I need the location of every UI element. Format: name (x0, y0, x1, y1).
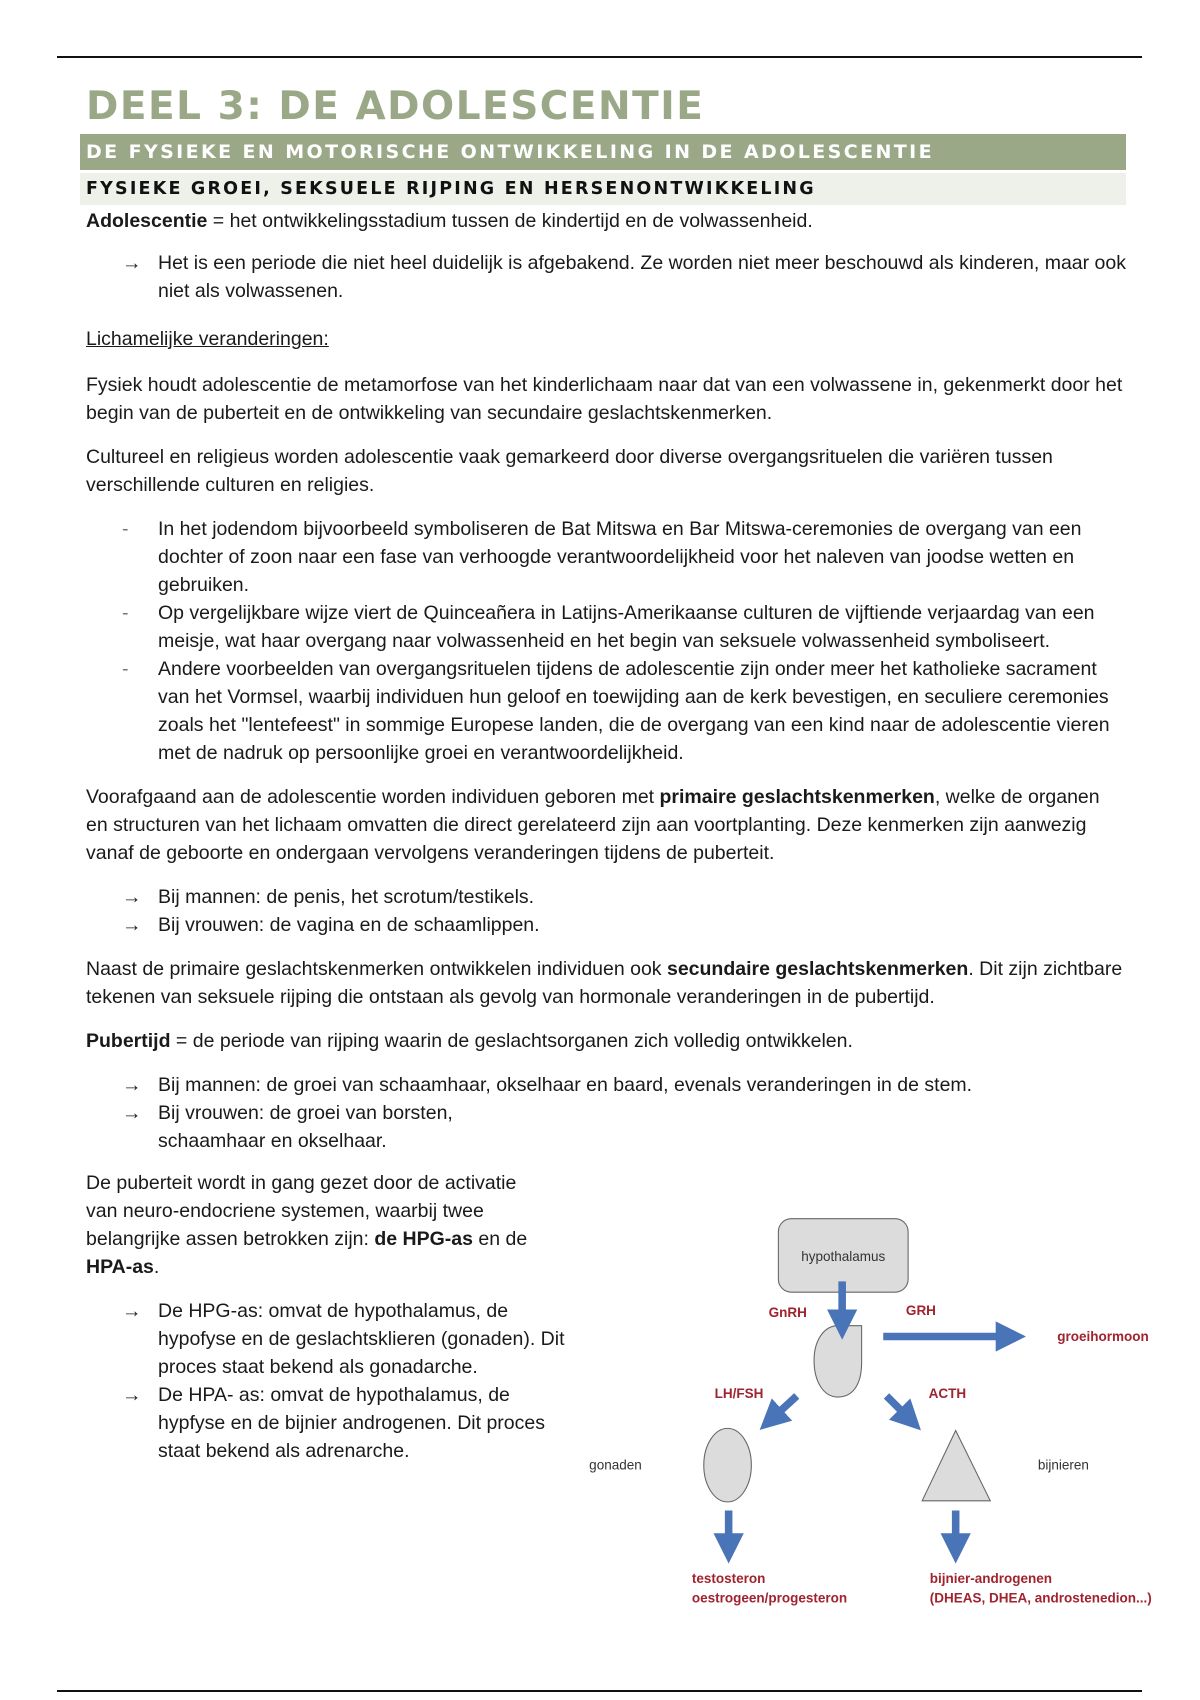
arrow-icon: → (122, 914, 142, 936)
arrow-icon: → (122, 252, 142, 274)
heading-lichamelijke: Lichamelijke veranderingen: (86, 328, 329, 350)
item-text: Andere voorbeelden van overgangsrituelen tijdens de adolescentie zijn onder meer het katholieke sacrament van het Vormsel, waarbij individuen hun geloof en toewijding aan de kerk bevestigen, en seculiere ceremonies zoals het "lentefeest" in sommige Europese landen, die de overgang van een kind naar de adolescentie vieren met de nadruk op persoonlijke groei en verantwoordelijkheid. (158, 658, 1110, 764)
arrow-icon: → (122, 1102, 142, 1124)
bullet: - (122, 602, 129, 624)
bijnier-androgenen-label: bijnier-androgenen (929, 1570, 1052, 1586)
list-item: → Bij vrouwen: de vagina en de schaamlippen. (86, 911, 1126, 939)
acth-label: ACTH (928, 1386, 967, 1402)
bijnieren-label: bijnieren (1037, 1457, 1089, 1473)
oestrogeen-label: oestrogeen/progesteron (691, 1590, 848, 1606)
paragraph: Fysiek houdt adolescentie de metamorfose van het kinderlichaam naar dat van een volwassene in, gekenmerkt door het begin van de puberteit en de ontwikkeling van secundaire geslachtskenmerken. (86, 374, 1123, 424)
gonaden-label: gonaden (589, 1457, 642, 1473)
gonaden-shape (704, 1428, 752, 1502)
arrow-icon: → (122, 1300, 142, 1322)
item-text: In het jodendom bijvoorbeeld symboliseren de Bat Mitswa en Bar Mitswa-ceremonies de overgang van een dochter of zoon naar een fase van verhoogde verantwoordelijkheid voor het naleven van joodse wetten en gebruiken. (158, 518, 1082, 596)
section-heading: DE FYSIEKE EN MOTORISCHE ONTWIKKELING IN DE ADOLESCENTIE (80, 134, 1126, 170)
item-text: Op vergelijkbare wijze viert de Quinceañera in Latijns-Amerikaanse culturen de vijftiende verjaardag van een meisje, wat haar overgang naar volwassenheid en het begin van seksuele volwassenheid symboliseert. (158, 602, 1095, 652)
lhfsh-arrow (771, 1396, 797, 1420)
arrow-icon: → (122, 1074, 142, 1096)
note-text: Het is een periode die niet heel duidelijk is afgebakend. Ze worden niet meer beschouwd als kinderen, maar ook niet als volwassenen. (158, 252, 1126, 302)
bullet: - (122, 518, 129, 540)
testosteron-label: testosteron (691, 1570, 766, 1586)
bullet: - (122, 658, 129, 680)
definition-pubertijd: Pubertijd = de periode van rijping waarin de geslachtsorganen zich volledig ontwikkelen. (86, 1030, 853, 1052)
list-item: → De HPA- as: omvat de hypothalamus, de hypfyse en de bijnier androgenen. Dit proces staat bekend als adrenarche. (86, 1381, 566, 1465)
paragraph: Cultureel en religieus worden adolescentie vaak gemarkeerd door diverse overgangsrituelen die variëren tussen verschillende culturen en religies. (86, 446, 1053, 496)
subsection-heading: FYSIEKE GROEI, SEKSUELE RIJPING EN HERSENONTWIKKELING (80, 173, 1126, 205)
lhfsh-label: LH/FSH (714, 1386, 764, 1402)
gnrh-label: GnRH (768, 1305, 807, 1321)
arrow-icon: → (122, 886, 142, 908)
groeihormoon-label: groeihormoon (1057, 1328, 1149, 1344)
hypofyse-shape (814, 1326, 862, 1397)
dheas-label: (DHEAS, DHEA, androstenedion...) (929, 1590, 1152, 1606)
list-item: → De HPG-as: omvat de hypothalamus, de hypofyse en de geslachtsklieren (gonaden). Dit proces staat bekend als gonadarche. (86, 1297, 566, 1381)
hypothalamus-label: hypothalamus (801, 1248, 886, 1264)
list-item: → Bij mannen: de groei van schaamhaar, okselhaar en baard, evenals veranderingen in de stem. (86, 1071, 1126, 1099)
page-title: DEEL 3: DE ADOLESCENTIE (86, 84, 705, 129)
term: Adolescentie (86, 210, 208, 232)
grh-label: GRH (905, 1302, 936, 1318)
list-item: → Bij mannen: de penis, het scrotum/testikels. (86, 883, 1126, 911)
paragraph-primary: Voorafgaand aan de adolescentie worden individuen geboren met primaire geslachtskenmerken, welke de organen en structuren van het lichaam omvatten die direct gerelateerd zijn aan voortplanting. Deze kenmerken zijn aanwezig vanaf de geboorte en ondergaan vervolgens veranderingen tijdens de puberteit. (86, 786, 1100, 864)
paragraph-secondary: Naast de primaire geslachtskenmerken ontwikkelen individuen ook secundaire geslachtskenmerken. Dit zijn zichtbare tekenen van seksuele rijping die ontstaan als gevolg van hormonale veranderingen in de pubertijd. (86, 958, 1123, 1008)
paragraph-axes: De puberteit wordt in gang gezet door de activatie van neuro-endocriene systemen, waarbij twee belangrijke assen betrokken zijn: de HPG-as en de HPA-as. (86, 1172, 528, 1278)
definition-text: = het ontwikkelingsstadium tussen de kindertijd en de volwassenheid. (207, 210, 813, 232)
list-item: → Bij vrouwen: de groei van borsten, schaamhaar en okselhaar. (86, 1099, 498, 1155)
acth-arrow (886, 1396, 910, 1420)
bijnieren-shape (922, 1431, 990, 1501)
arrow-icon: → (122, 1384, 142, 1406)
